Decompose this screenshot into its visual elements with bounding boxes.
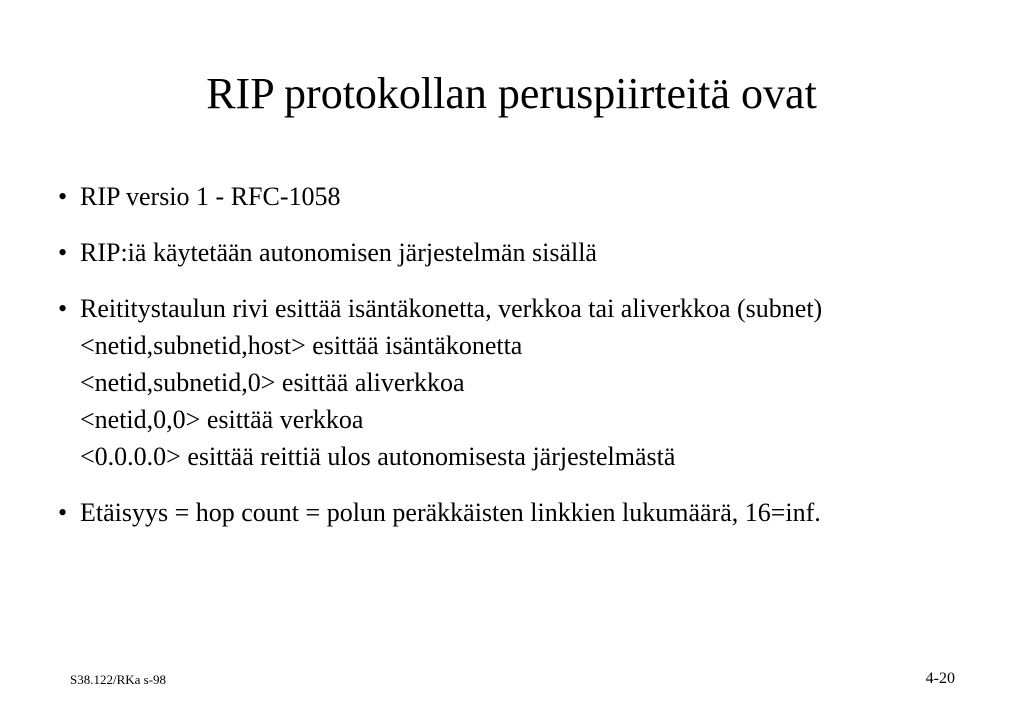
sub-item: <netid,subnetid,host> esittää isäntäkonetta — [80, 331, 523, 360]
bullet-item — [58, 235, 1008, 271]
bullet-icon: • — [58, 182, 68, 211]
bullet-row — [58, 495, 1008, 531]
bullet-text: Reititystaulun rivi esittää isäntäkonetta, verkkoa tai aliverkkoa (subnet) — [80, 294, 823, 323]
footer-page-number: 4-20 — [925, 670, 955, 687]
bullet-text: RIP:iä käytetään autonomisen järjestelmän sisällä — [80, 238, 597, 267]
bullet-item — [58, 179, 1008, 215]
bullet-row — [58, 179, 1008, 215]
bullet-text: RIP versio 1 - RFC-1058 — [80, 182, 341, 211]
sub-list — [58, 327, 1008, 475]
bullet-list — [58, 179, 1008, 551]
sub-item: <netid,subnetid,0> esittää aliverkkoa — [80, 368, 465, 397]
sub-item: <0.0.0.0> esittää reittiä ulos autonomisesta järjestelmästä — [80, 442, 676, 471]
footer-course-code: S38.122/RKa s-98 — [70, 672, 167, 687]
bullet-text: Etäisyys = hop count = polun peräkkäisten linkkien lukumäärä, 16=inf. — [80, 498, 821, 527]
bullet-item — [58, 495, 1008, 531]
bullet-icon: • — [58, 294, 68, 323]
sub-item: <netid,0,0> esittää verkkoa — [80, 405, 364, 434]
bullet-row — [58, 291, 1008, 327]
bullet-item — [58, 291, 1008, 475]
bullet-icon: • — [58, 498, 68, 527]
bullet-icon: • — [58, 238, 68, 267]
slide-title: RIP protokollan peruspiirteitä ovat — [206, 69, 817, 118]
bullet-row — [58, 235, 1008, 271]
